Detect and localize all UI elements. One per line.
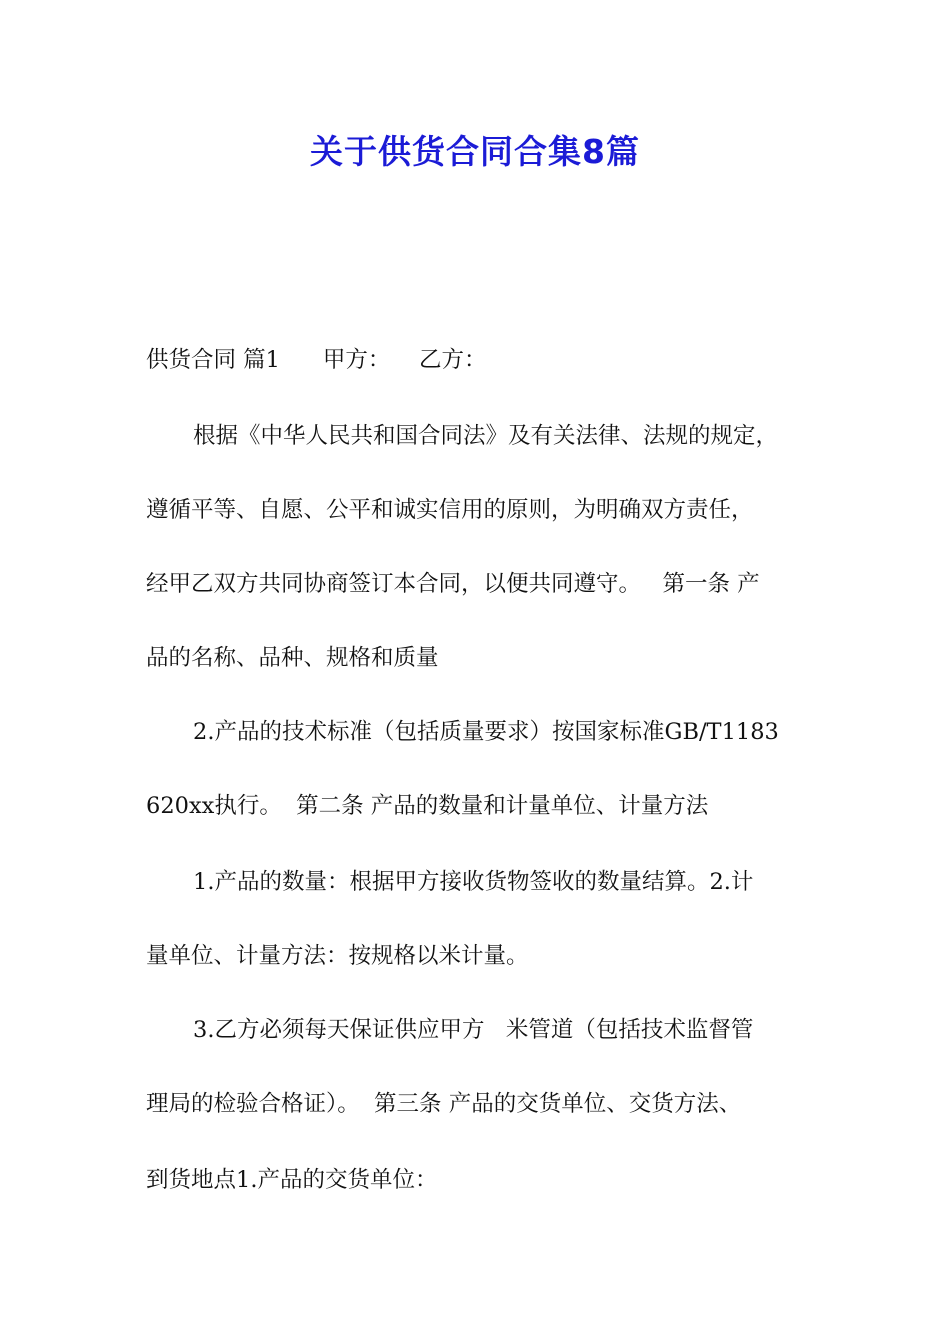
text-line-8: 1.产品的数量：根据甲方接收货物签收的数量结算。2.计: [193, 869, 754, 895]
text-line-7: 620xx执行。 第二条 产品的数量和计量单位、计量方法: [146, 793, 709, 819]
text-line-9: 量单位、计量方法：按规格以米计量。: [146, 943, 529, 969]
text-line-4: 经甲乙双方共同协商签订本合同，以便共同遵守。 第一条 产: [146, 571, 760, 597]
text-line-11: 理局的检验合格证）。 第三条 产品的交货单位、交货方法、: [146, 1091, 742, 1117]
text-line-10: 3.乙方必须每天保证供应甲方 米管道（包括技术监督管: [193, 1017, 754, 1043]
document-title: 关于供货合同合集8篇: [310, 132, 640, 171]
text-line-3: 遵循平等、自愿、公平和诚实信用的原则，为明确双方责任，: [146, 497, 754, 523]
text-line-1: 供货合同 篇1 甲方： 乙方：: [146, 347, 487, 373]
text-line-12: 到货地点1.产品的交货单位：: [146, 1167, 438, 1193]
text-line-2: 根据《中华人民共和国合同法》及有关法律、法规的规定，: [193, 423, 779, 449]
text-line-6: 2.产品的技术标准（包括质量要求）按国家标准GB/T1183: [193, 719, 779, 745]
text-line-5: 品的名称、品种、规格和质量: [146, 645, 439, 671]
